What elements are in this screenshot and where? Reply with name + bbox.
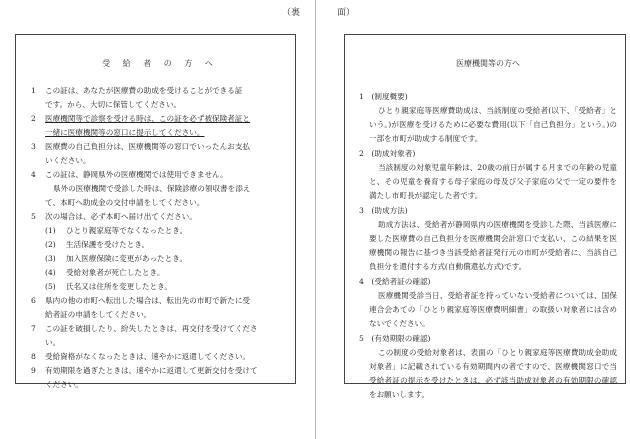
section-heading: 3 (助成方法) bbox=[359, 206, 408, 215]
notice-subitem-text: 氏名又は住所を変更したとき。 bbox=[66, 282, 173, 291]
notice-item-text: 医療機関等で診察を受ける時は、この証を必ず被保険者証と bbox=[45, 114, 251, 123]
notice-item-text: 次の場合は、必ず本町へ届け出てください。 bbox=[45, 212, 197, 221]
notice-item-text: 受給資格がなくなったときは、速やかに返還してください。 bbox=[45, 352, 251, 361]
notice-item-continuation: 一緒に医療機関等の窓口に提示してください。 bbox=[45, 128, 205, 137]
section-body: ひとり親家庭等医療費助成は、当該制度の受給者(以下、「受給者」という。)が医療を受けるために必要な費用(以下「自己負担分」という。)の一部を市町が助成する制度です。 bbox=[369, 106, 617, 143]
notice-item-number: 9 bbox=[31, 366, 36, 375]
notice-subitem-number: (1) bbox=[45, 226, 56, 235]
section-body: 当該制度の対象児童年齢は、20歳の前日が属する月までの年齢の児童と、その児童を養育する母子家庭の母及び父子家庭の父で一定の要件を満たし市町長が認定した者です。 bbox=[369, 163, 617, 200]
section-heading: 5 (有効期限の確認) bbox=[359, 334, 431, 343]
notice-subitem bbox=[31, 238, 289, 252]
notice-subitem-text: ひとり親家庭等でなくなったとき。 bbox=[66, 226, 188, 235]
notice-item-number: 3 bbox=[31, 142, 36, 151]
page-side-label-right: 面） bbox=[337, 8, 356, 18]
notice-item-text: 医療費の自己負担分は、医療機関等の窓口でいったんお支払 bbox=[45, 142, 251, 151]
notice-subitem-text: 生活保護を受けたとき。 bbox=[66, 240, 150, 249]
notice-item-4 bbox=[31, 168, 289, 182]
notice-subitem bbox=[31, 266, 289, 280]
notice-item-number: 6 bbox=[31, 296, 36, 305]
notice-subitem-number: (3) bbox=[45, 254, 56, 263]
notice-subitem-text: 受給対象者が死亡したとき。 bbox=[66, 268, 165, 277]
notice-subitem-number: (4) bbox=[45, 268, 56, 277]
recipient-notice-title: 受 給 者 の 方 へ bbox=[102, 59, 218, 68]
notice-item-text: この証は、静岡県外の医療機関では使用できません。 bbox=[45, 170, 228, 179]
notice-item-continuation: 県外の医療機関で受診した時は、保険診療の領収書を添え bbox=[53, 184, 251, 193]
notice-item-9 bbox=[31, 364, 289, 378]
section-body: 助成方法は、受給者が静岡県内の医療機関を受診した際、当該医療に要した医療費の自己負担分を医療機関会計窓口で支払い、この結果を医療機関の報告に基づき当該受給者証発行元の市町が受給者に、当該自己負担分を還付する方式(自動償還払方式)です。 bbox=[369, 220, 617, 271]
notice-item-text: この証を破損したり、紛失したときは、再交付を受けてくださ bbox=[45, 324, 258, 333]
notice-item-number: 1 bbox=[31, 86, 36, 95]
notice-item-8 bbox=[31, 350, 289, 364]
notice-subitem bbox=[31, 280, 289, 294]
notice-item-text: 有効期限を過ぎたときは、速やかに返還して更新交付を受けて bbox=[45, 366, 258, 375]
fold-line bbox=[315, 0, 316, 439]
medical-institution-notice-panel bbox=[344, 34, 626, 399]
notice-item-continuation: い。 bbox=[45, 338, 61, 347]
notice-item-6 bbox=[31, 294, 289, 308]
section-body: この制度の受給対象者は、表面の「ひとり親家庭等医療費助成金助成対象者」に記載されている有効期間内の者ですので、医療機関窓口で当受給者証の提示を受けたときは、必ず該当助成対象者の有効期限の確認をお願いします。 bbox=[369, 348, 617, 399]
notice-item-number: 7 bbox=[31, 324, 36, 333]
notice-item-number: 5 bbox=[31, 212, 36, 221]
notice-subitem bbox=[31, 252, 289, 266]
notice-item-5 bbox=[31, 210, 289, 224]
notice-item-text: 県内の他の市町へ転出した場合は、転出先の市町で新たに受 bbox=[45, 296, 251, 305]
notice-item-text: この証は、あなたが医療費の助成を受けることができる証 bbox=[45, 86, 243, 95]
notice-item-continuation: です。から、大切に保管してください。 bbox=[45, 100, 182, 109]
notice-item-3 bbox=[31, 140, 289, 154]
section-heading: 2 (助成対象者) bbox=[359, 149, 416, 158]
notice-subitem-text: 加入医療保険に変更があったとき。 bbox=[66, 254, 188, 263]
notice-item-7 bbox=[31, 322, 289, 336]
page-side-label-left: （裏 bbox=[282, 8, 301, 18]
notice-subitem bbox=[31, 224, 289, 238]
notice-item-number: 2 bbox=[31, 114, 36, 123]
notice-item-continuation: て、本町へ助成金の交付申請をしてください。 bbox=[45, 198, 205, 207]
notice-item-2 bbox=[31, 112, 289, 126]
notice-item-continuation: 給者証の申請をしてください。 bbox=[45, 310, 152, 319]
section-heading: 4 (受給者証の確認) bbox=[359, 277, 431, 286]
notice-subitem-number: (5) bbox=[45, 282, 56, 291]
recipient-notice-panel bbox=[15, 34, 296, 389]
medical-institution-notice-title: 医療機関等の方へ bbox=[456, 59, 520, 68]
notice-item-number: 8 bbox=[31, 352, 36, 361]
notice-subitem-number: (2) bbox=[45, 240, 56, 249]
notice-item-number: 4 bbox=[31, 170, 36, 179]
notice-item-continuation: ください。 bbox=[45, 380, 83, 389]
notice-item-continuation: いください。 bbox=[45, 156, 91, 165]
notice-item-1 bbox=[31, 84, 289, 98]
section-body: 医療機関受診当日、受給者証を持っていない受給者については、国保連合会あての「ひとり親家庭等医療費明細書」の取扱い対象者には含めないでください。 bbox=[369, 291, 617, 328]
section-heading: 1 (制度概要) bbox=[359, 92, 408, 101]
